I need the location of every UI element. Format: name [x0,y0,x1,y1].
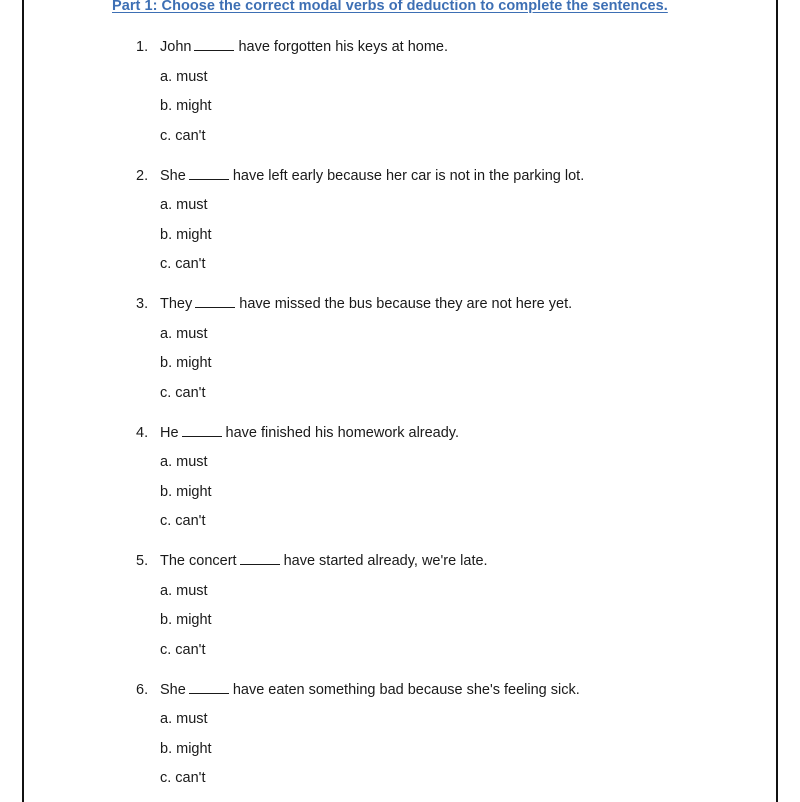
question-stem [136,36,736,58]
option-b: b. might [160,355,212,371]
question-rest: have started already, we're late. [283,553,488,569]
answer-blank[interactable] [189,167,229,180]
answer-blank[interactable] [189,681,229,694]
question-1 [136,36,736,147]
answer-blank[interactable] [194,38,234,51]
question-rest: have finished his homework already. [225,424,460,441]
question-stem [136,293,736,315]
question-rest: have missed the bus because they are not here yet. [239,296,573,312]
question-stem [136,422,736,444]
option-b: b. might [160,226,212,243]
option-c: c. can't [160,641,206,658]
question-number: 6. [136,681,149,698]
question-rest: have forgotten his keys at home. [238,39,449,55]
part-heading: Part 1: Choose the correct modal verbs of deduction to complete the sentences. [112,0,668,14]
question-number: 5. [136,553,149,569]
question-subject: She [160,167,186,184]
option-b: b. might [160,612,212,628]
question-rest: have eaten something bad because she's feeling sick. [232,681,580,698]
question-subject: John [160,39,192,55]
question-number: 3. [136,296,149,312]
question-number: 2. [136,167,149,184]
page-border-right [776,0,778,802]
question-stem [136,165,736,187]
option-c: c. can't [160,127,206,144]
question-3 [136,293,736,404]
question-stem [136,679,736,701]
option-c: c. can't [160,770,206,786]
option-a: a. must [160,711,208,727]
question-2 [136,165,736,276]
option-a: a. must [160,197,208,213]
answer-blank[interactable] [240,552,280,565]
option-c: c. can't [160,384,206,401]
question-subject: The concert [160,553,237,569]
option-b: b. might [160,740,212,757]
question-stem [136,550,736,572]
question-subject: She [160,681,186,698]
option-c: c. can't [160,513,206,529]
question-number: 4. [136,424,149,441]
answer-blank[interactable] [195,295,235,308]
question-rest: have left early because her car is not in the parking lot. [232,167,585,184]
question-5 [136,550,736,661]
question-4 [136,422,736,533]
question-number: 1. [136,39,149,55]
option-c: c. can't [160,256,206,272]
option-b: b. might [160,98,212,114]
question-subject: They [160,296,193,312]
question-subject: He [160,424,179,441]
option-b: b. might [160,483,212,500]
option-a: a. must [160,582,208,599]
option-a: a. must [160,325,208,342]
question-6 [136,679,736,790]
option-a: a. must [160,454,208,470]
page-border-left [22,0,24,802]
answer-blank[interactable] [182,424,222,437]
option-a: a. must [160,68,208,85]
